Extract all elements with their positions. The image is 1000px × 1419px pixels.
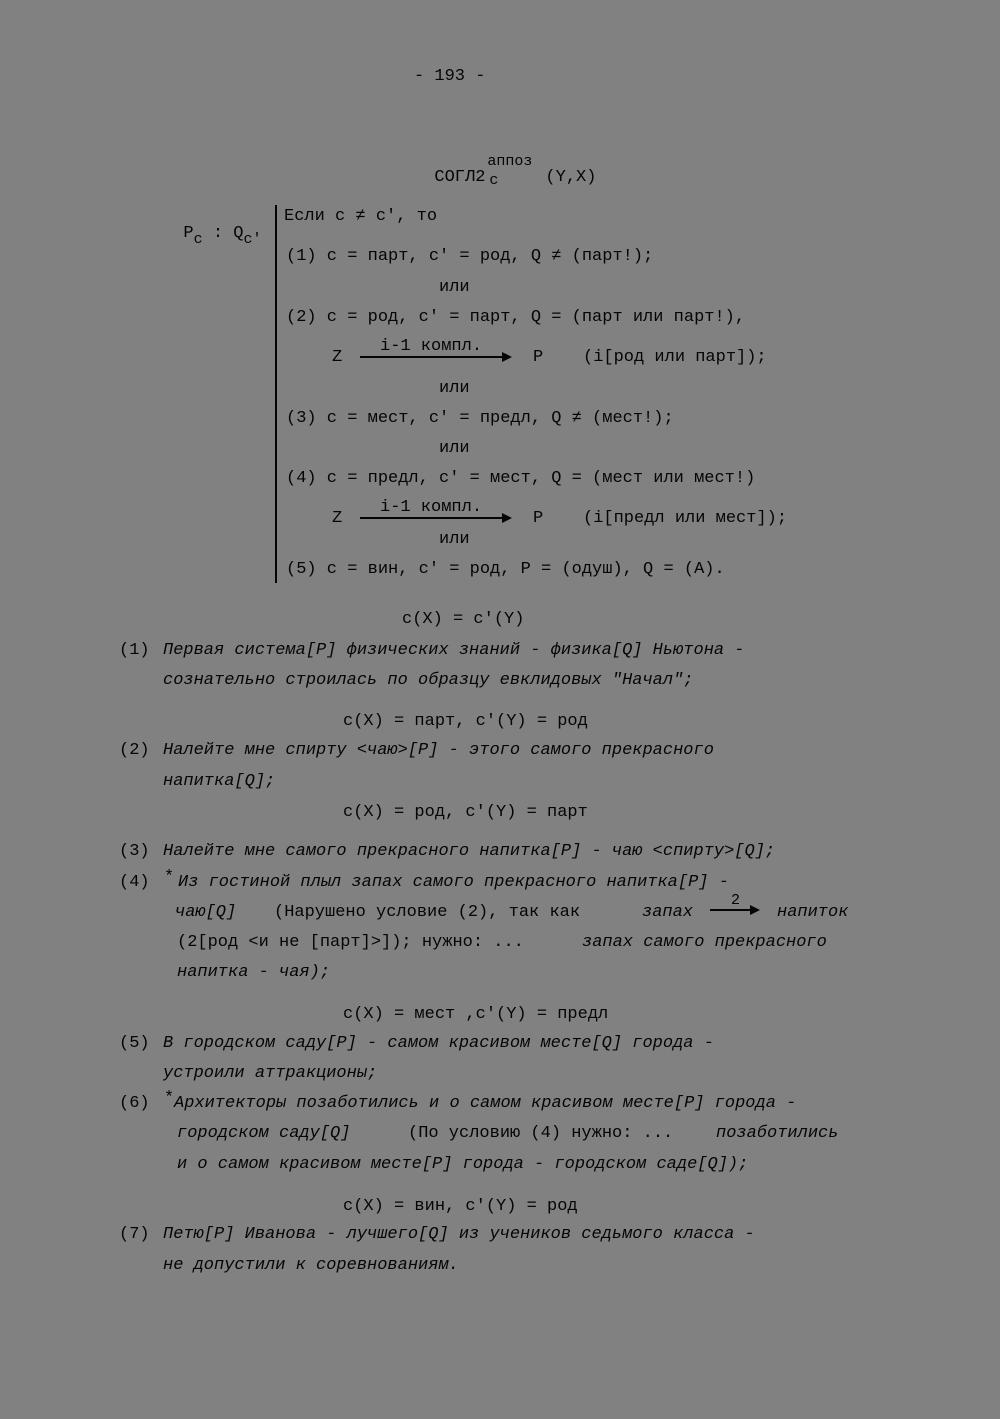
label-q-sub: c' [243, 231, 262, 248]
example-6-line-2c: позаботились [716, 1124, 839, 1143]
example-2-line-2: напитка[Q]; [163, 772, 276, 791]
example-4-line-2d: напиток [777, 903, 849, 922]
example-4-arrow-label: 2 [731, 892, 741, 909]
example-4-number: (4) [119, 873, 150, 892]
condition-2-arrow [360, 336, 512, 366]
heading-subscript: с [489, 172, 499, 189]
condition-4-z: Z [332, 509, 343, 528]
example-1-number: (1) [119, 641, 150, 660]
or-2: или [439, 379, 470, 398]
condition-1: (1) c = парт, c' = род, Q ≠ (парт!); [286, 247, 654, 266]
example-1-line-1: Первая система[P] физических знаний - физика[Q] Ньютона - [163, 641, 745, 660]
example-4-line-2a: чаю[Q] [175, 903, 237, 922]
example-heading-4: c(X) = вин, c'(Y) = род [343, 1197, 578, 1216]
example-2-line-1: Налейте мне спирту <чаю>[P] - этого самого прекрасного [163, 741, 714, 760]
example-4-line-2b: (Нарушено условие (2), так как [274, 903, 581, 922]
example-5-line-2: устроили аттракционы; [163, 1064, 378, 1083]
example-4-star: * [164, 868, 175, 887]
or-3: или [439, 439, 470, 458]
condition-3: (3) c = мест, c' = предл, Q ≠ (мест!); [286, 409, 674, 428]
rule-heading [414, 147, 597, 189]
example-6-line-2b: (По условию (4) нужно: ... [408, 1124, 674, 1143]
example-4-line-2c: запах [642, 903, 694, 922]
example-heading-0: c(X) = c'(Y) [402, 610, 525, 629]
heading-args: (Y,X) [545, 168, 597, 187]
example-4-line-3b: запах самого прекрасного [582, 933, 827, 952]
example-4-line-1: Из гостиной плыл запах самого прекрасного напитка[P] - [178, 873, 729, 892]
example-4-line-4: напитка - чая); [177, 963, 331, 982]
example-6-line-3: и о самом красивом месте[P] города - городском саде[Q]); [177, 1155, 749, 1174]
example-6-star: * [164, 1089, 175, 1108]
label-sep: : [212, 224, 224, 243]
example-3-number: (3) [119, 842, 150, 861]
or-1: или [439, 278, 470, 297]
example-heading-3: c(X) = мест ,c'(Y) = предл [343, 1005, 609, 1024]
page-number: - 193 - [414, 67, 486, 86]
example-6-number: (6) [119, 1094, 150, 1113]
condition-intro: Если c ≠ c', то [284, 207, 438, 226]
condition-4-tail: (i[предл или мест]); [583, 509, 788, 528]
condition-4-p: P [533, 509, 544, 528]
label-p-sub: c [193, 231, 203, 248]
example-5-line-1: В городском саду[P] - самом красивом месте[Q] города - [163, 1034, 714, 1053]
condition-2-arrow-label: i-1 компл. [380, 337, 483, 356]
example-heading-2: c(X) = род, c'(Y) = парт [343, 803, 588, 822]
example-4-arrow [710, 893, 766, 919]
or-4: или [439, 530, 470, 549]
label-q: Q [233, 224, 244, 243]
condition-4: (4) c = предл, c' = мест, Q = (мест или мест!) [286, 469, 756, 488]
condition-2: (2) c = род, c' = парт, Q = (парт или парт!), [286, 308, 746, 327]
condition-2-z: Z [332, 348, 343, 367]
example-4-line-3a: (2[род <и не [парт]>]); нужно: ... [177, 933, 524, 952]
condition-2-p: P [533, 348, 544, 367]
rule-bracket-line [275, 205, 277, 583]
example-7-line-1: Петю[P] Иванова - лучшего[Q] из учеников седьмого класса - [163, 1225, 755, 1244]
condition-4-arrow-label: i-1 компл. [380, 498, 483, 517]
example-2-number: (2) [119, 741, 150, 760]
label-p: P [183, 224, 194, 243]
condition-4-arrow [360, 497, 512, 527]
heading-superscript: аппоз [487, 153, 533, 170]
example-5-number: (5) [119, 1034, 150, 1053]
example-1-line-2: сознательно строилась по образцу евклидовых "Начал"; [163, 671, 694, 690]
heading-base: СОГЛ2 [434, 168, 486, 187]
example-7-line-2: не допустили к соревнованиям. [163, 1256, 459, 1275]
condition-5: (5) c = вин, c' = род, P = (одуш), Q = (A). [286, 560, 725, 579]
example-6-line-2a: городском саду[Q] [177, 1124, 351, 1143]
example-heading-1: c(X) = парт, c'(Y) = род [343, 712, 588, 731]
example-6-line-1: Архитекторы позаботились и о самом красивом месте[P] города - [174, 1094, 797, 1113]
rule-label [163, 208, 262, 248]
example-7-number: (7) [119, 1225, 150, 1244]
example-3-line-1: Налейте мне самого прекрасного напитка[P] - чаю <спирту>[Q]; [163, 842, 776, 861]
condition-2-tail: (i[род или парт]); [583, 348, 767, 367]
